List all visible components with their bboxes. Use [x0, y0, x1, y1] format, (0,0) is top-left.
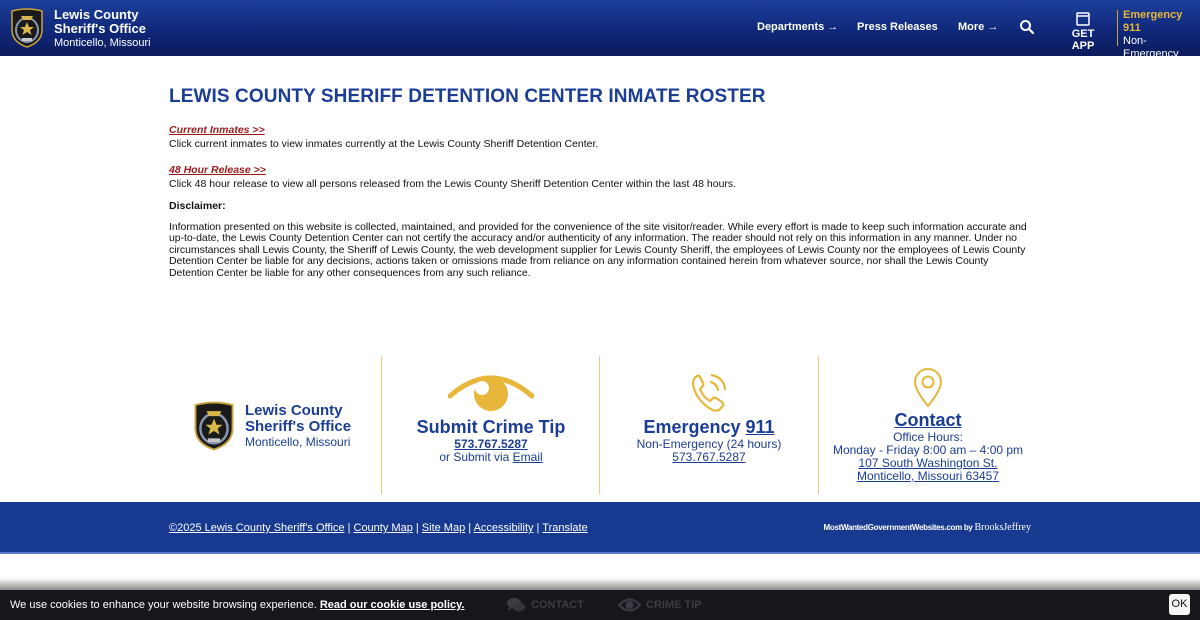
cookie-text: We use cookies to enhance your website browsing experience. [10, 599, 320, 611]
release-48-link[interactable]: 48 Hour Release >> [169, 164, 266, 176]
release-48-section [169, 160, 1031, 190]
contact-column [819, 356, 1037, 494]
dock-crime-tip-label: CRIME TIP [646, 599, 702, 611]
credits-site: MostWantedGovernmentWebsites.com by [823, 523, 975, 532]
footer-separator: | [465, 522, 474, 534]
phone-device-icon [1075, 12, 1091, 26]
nav-more[interactable]: More → [958, 21, 999, 33]
nav-press-releases[interactable]: Press Releases [857, 21, 938, 33]
developer-credits[interactable] [824, 522, 1032, 533]
office-hours: Monday - Friday 8:00 am – 4:00 pm [832, 443, 1024, 457]
current-inmates-section [169, 120, 1031, 150]
crime-tip-phone[interactable]: 573.767.5287 [454, 437, 528, 451]
office-hours-label: Office Hours: [893, 430, 963, 444]
footer-brand-line2: Sheriff's Office [245, 418, 352, 435]
crime-tip-title[interactable]: Submit Crime Tip [416, 417, 566, 437]
release-48-description: Click 48 hour release to view all persons released from the Lewis County Sheriff Detention Center within the last 48 hours. [169, 178, 737, 190]
footer-brand-line1: Lewis County [245, 402, 343, 419]
brand-name-line2: Sheriff's Office [54, 21, 146, 36]
non-emergency-24h: Non-Emergency (24 hours) [636, 437, 782, 451]
sheriff-badge-icon [193, 400, 235, 452]
footer-separator: | [533, 522, 543, 534]
address-line1[interactable]: 107 South Washington St. [858, 456, 998, 470]
page-title: LEWIS COUNTY SHERIFF DETENTION CENTER INMATE ROSTER [169, 86, 766, 107]
brand-city: Monticello, Missouri [54, 37, 151, 49]
get-app-label: GET APP [1071, 28, 1095, 52]
sheriff-badge-icon [10, 8, 44, 48]
credits-brand: BrooksJeffrey [974, 522, 1031, 533]
crime-tip-email-link[interactable]: Email [512, 450, 543, 464]
disclaimer-title: Disclaimer: [169, 200, 226, 212]
chat-bubbles-icon [506, 597, 526, 613]
header-divider [1117, 10, 1118, 46]
header-emergency-info [1123, 9, 1200, 74]
non-emergency-phone-link[interactable]: 573.767.5287 [672, 450, 746, 464]
site-footer [0, 502, 1200, 554]
get-app-button[interactable] [1060, 12, 1106, 52]
location-pin-icon [913, 368, 943, 408]
cookie-ok-button[interactable]: OK [1169, 594, 1190, 615]
brand-name-line1: Lewis County [54, 7, 139, 22]
emergency-911-label[interactable]: Emergency 911 [1123, 9, 1183, 34]
footer-info [0, 356, 1200, 494]
cookie-policy-link[interactable]: Read our cookie use policy. [319, 599, 465, 611]
footer-brand-city: Monticello, Missouri [245, 435, 351, 449]
footer-separator: | [412, 522, 422, 534]
phone-call-icon [689, 372, 729, 414]
footer-link-site-map[interactable]: Site Map [421, 522, 466, 534]
non-emergency-phone[interactable]: 573.767.5287 [1123, 61, 1191, 73]
footer-link-accessibility[interactable]: Accessibility [473, 522, 534, 534]
header-brand[interactable] [10, 8, 151, 50]
eye-icon [448, 374, 534, 412]
site-header [0, 0, 1200, 73]
footer-link-copyright[interactable]: ©2025 Lewis County Sheriff's Office [169, 522, 345, 534]
footer-links [169, 522, 588, 534]
main-content [169, 86, 1031, 279]
footer-link-translate[interactable]: Translate [542, 522, 588, 534]
dock-contact-label: CONTACT [531, 599, 584, 611]
current-inmates-link[interactable]: Current Inmates >> [169, 124, 265, 136]
crime-tip-column [382, 356, 600, 494]
footer-separator: | [344, 522, 354, 534]
search-icon[interactable] [1019, 19, 1035, 35]
dock-crime-tip-button[interactable] [618, 597, 702, 613]
contact-link[interactable]: Contact [894, 410, 962, 430]
nav-departments[interactable]: Departments → [757, 21, 839, 33]
footer-link-county-map[interactable]: County Map [353, 522, 413, 534]
current-inmates-description: Click current inmates to view inmates currently at the Lewis County Sheriff Detention Center. [169, 138, 599, 150]
emergency-title: Emergency [643, 417, 746, 437]
cookie-message [10, 599, 464, 611]
eye-icon [618, 597, 641, 613]
address-line2[interactable]: Monticello, Missouri 63457 [856, 469, 1000, 483]
emergency-column [600, 356, 818, 494]
crime-tip-or-text: or Submit via [439, 450, 513, 464]
emergency-911-link[interactable]: 911 [745, 417, 775, 437]
dock-contact-button[interactable] [506, 597, 584, 613]
cookie-shadow [0, 578, 1200, 590]
non-emergency-label: Non-Emergency [1123, 35, 1179, 60]
footer-brand[interactable] [193, 400, 351, 452]
cookie-banner [0, 590, 1200, 620]
disclaimer-text: Information presented on this website is collected, maintained, and provided for the convenience of the site visitor/reader. While every effort is made to keep such information accurate and up-to-date, the Lewis County Detention Center can not certify the accuracy and/or authenticity of any information. The reader should not rely on this information in any manner. Under no circumstances shall Lewis County, the Sheriff of Lewis County, the web development supplier for Lewis County Sheriff, the employees of Lewis County nor the employees of Lewis County Detention Center be liable for any decisions, actions taken or omissions made from reliance on any information contained herein from whatever source, nor shall the Lewis County Detention Center be liable for any other consequences from any such reliance. [169, 221, 1027, 279]
